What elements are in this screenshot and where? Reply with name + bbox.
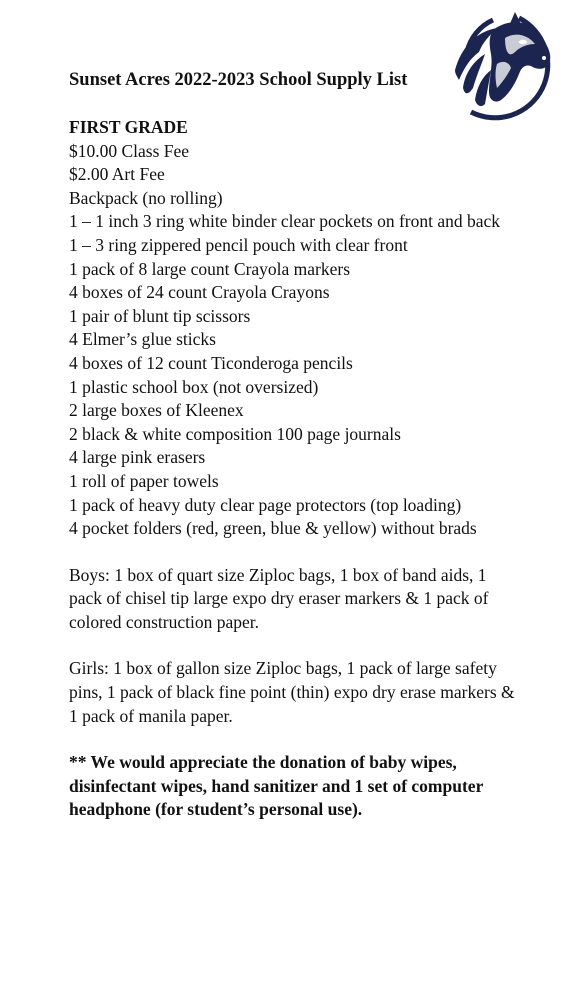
list-item: 1 roll of paper towels [69, 470, 219, 491]
grade-heading: FIRST GRADE [69, 117, 188, 137]
list-item: 2 black & white composition 100 page journals [69, 423, 401, 444]
list-item: 1 pair of blunt tip scissors [69, 305, 251, 326]
girls-supplies: Girls: 1 box of gallon size Ziploc bags, 1 pack of large safety pins, 1 pack of black fine point (thin) expo dry erase markers & 1 pack of manila paper. [69, 658, 515, 726]
list-item: 4 boxes of 12 count Ticonderoga pencils [69, 352, 353, 373]
list-item: 4 large pink erasers [69, 447, 206, 468]
list-item: $10.00 Class Fee [69, 140, 190, 161]
list-item: Backpack (no rolling) [69, 187, 223, 208]
list-item: 1 – 3 ring zippered pencil pouch with clear front [69, 234, 408, 255]
list-item: $2.00 Art Fee [69, 164, 165, 185]
supply-items [69, 140, 517, 541]
boys-supplies: Boys: 1 box of quart size Ziploc bags, 1 box of band aids, 1 pack of chisel tip large expo dry eraser markers & 1 pack of colored construction paper. [69, 564, 489, 632]
list-item: 1 – 1 inch 3 ring white binder clear pockets on front and back [69, 211, 501, 232]
list-item: 1 plastic school box (not oversized) [69, 376, 319, 397]
mustang-horse-head-icon [449, 8, 559, 126]
donation-note: ** We would appreciate the donation of baby wipes, disinfectant wipes, hand sanitizer and 1 set of computer headphone (for student’s personal use). [69, 752, 484, 820]
list-item: 4 Elmer’s glue sticks [69, 329, 216, 350]
list-item: 1 pack of 8 large count Crayola markers [69, 258, 351, 279]
list-item: 2 large boxes of Kleenex [69, 400, 244, 421]
list-item: 4 boxes of 24 count Crayola Crayons [69, 282, 330, 303]
supply-list-body [69, 116, 517, 822]
page-title: Sunset Acres 2022-2023 School Supply List [69, 70, 408, 90]
list-item: 4 pocket folders (red, green, blue & yellow) without brads [69, 518, 477, 539]
list-item: 1 pack of heavy duty clear page protectors (top loading) [69, 494, 462, 515]
